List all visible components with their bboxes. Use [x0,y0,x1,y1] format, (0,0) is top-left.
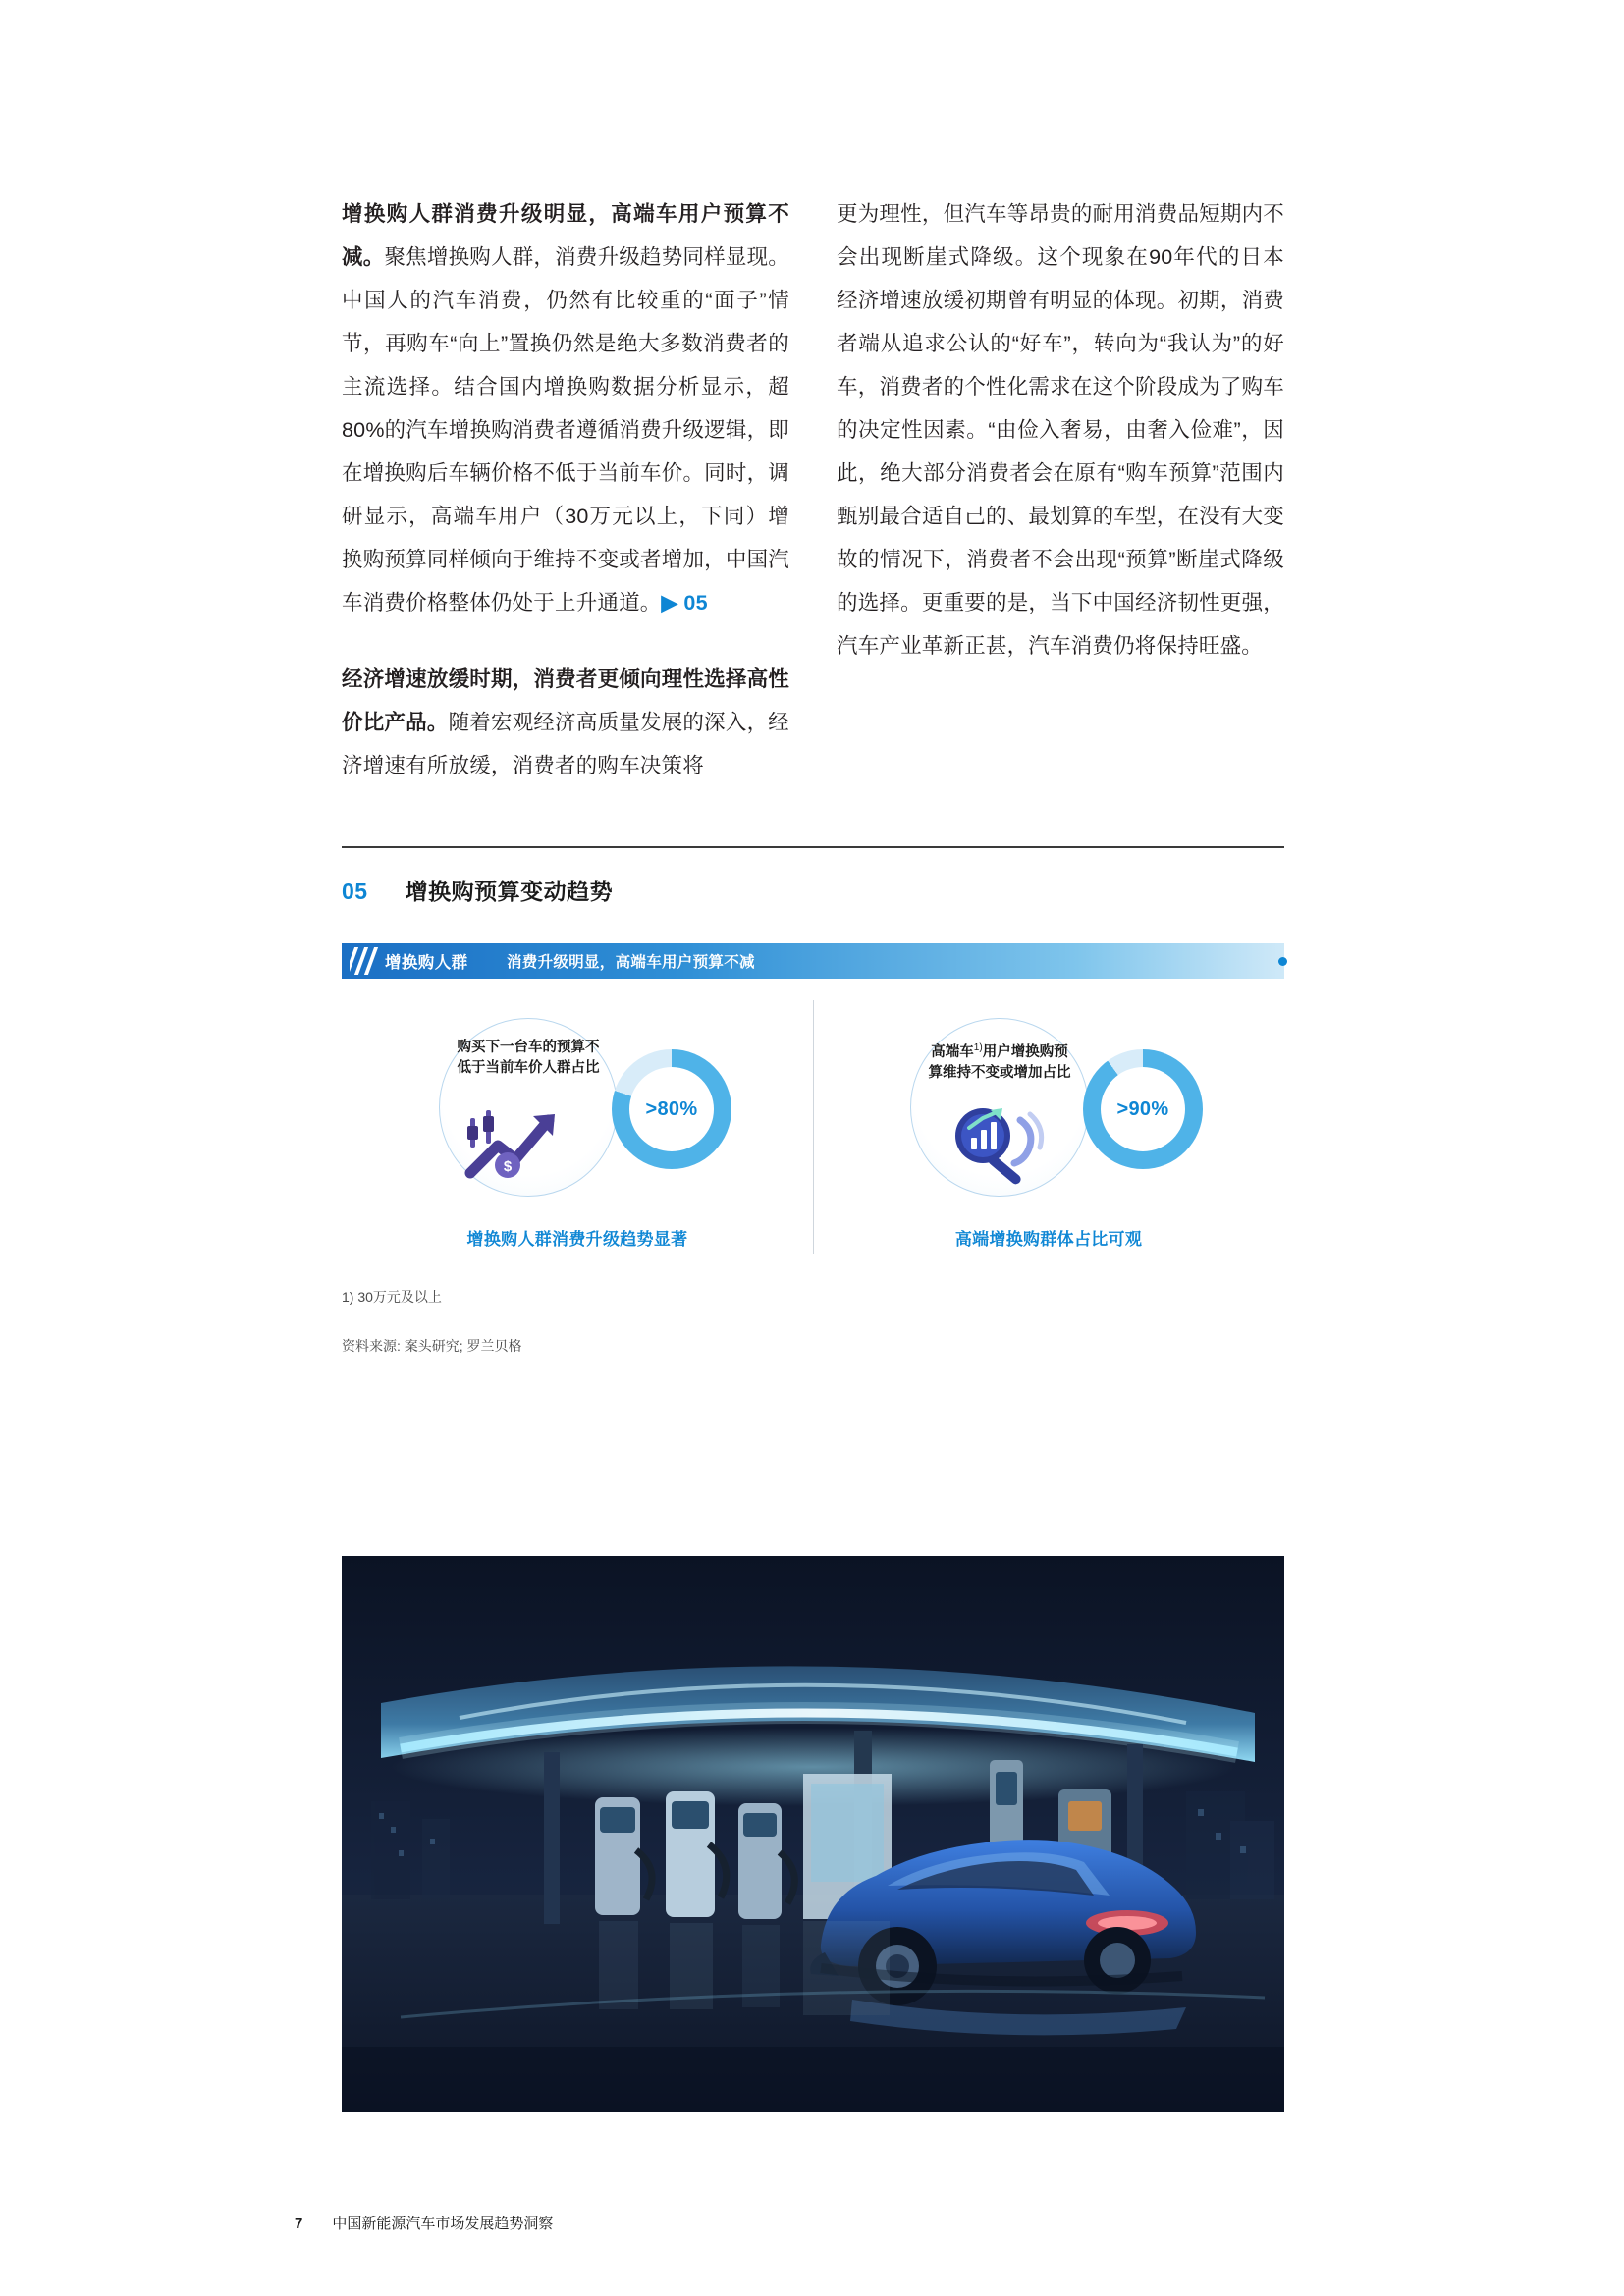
banner-slash-icon [350,947,383,975]
banner-background [342,943,1284,979]
panel-upgrade-share [342,988,813,1283]
paragraph-3: 更为理性，但汽车等昂贵的耐用消费品短期内不会出现断崖式降级。这个现象在90年代的日本经济增速放缓初期曾有明显的体现。初期，消费者端从追求公认的“好车”，转向为“我认为”的好车，消费者的个性化需求在这个阶段成为了购车的决定性因素。“由俭入奢易，由奢入俭难”，因此，绝大部分消费者会在原有“购车预算”范围内甄别最合适自己的、最划算的车型，在没有大变故的情况下，消费者不会出现“预算”断崖式降级的选择。更重要的是，当下中国经济韧性更强，汽车产业革新正甚，汽车消费仍将保持旺盛。 [837,202,1284,658]
paragraph-1-lead: 增换购人群消费升级明显，高端车用户预算不减。 [342,202,789,269]
exhibit-banner [342,943,1284,979]
panel-2-caption: 高端增换购群体占比可观 [954,1230,1143,1249]
left-column [342,192,789,787]
exhibit-source: 资料来源: 案头研究; 罗兰贝格 [342,1338,522,1354]
panel-2-value: >90% [1101,1067,1185,1151]
exhibit-divider [342,846,1284,848]
paragraph-2-lead: 经济增速放缓时期，消费者更倾向理性选择高性价比产品。 [342,667,789,734]
panel-2-label-main: 高端车 [931,1043,974,1060]
banner-tag-label: 增换购人群 [385,954,468,972]
exhibit-footnote: 1) 30万元及以上 [342,1289,442,1305]
panel-1-value: >80% [629,1067,714,1151]
paragraph-1 [342,192,789,624]
article-body [342,192,1284,787]
magnifier-bar-chart-icon [936,1102,1065,1185]
panel-1-donut [612,1049,731,1169]
exhibit-header [342,874,1284,906]
panel-2-donut [1083,1049,1203,1169]
exhibit-panels [342,988,1284,1283]
panel-1-visual [415,1012,739,1199]
banner-subtitle: 消费升级明显，高端车用户预算不减 [507,954,755,971]
panel-2-label-footnote-mark: 1) [973,1042,983,1053]
exhibit-block [342,846,1284,1356]
panel-2-visual [887,1012,1211,1199]
exhibit-reference-link[interactable]: ▶ 05 [661,591,708,614]
panel-premium-share [813,988,1284,1283]
paragraph-2 [342,658,789,787]
svg-text:$: $ [503,1158,513,1175]
panel-1-caption: 增换购人群消费升级趋势显著 [466,1230,688,1249]
paragraph-2-body: 随着宏观经济高质量发展的深入，经济增速有所放缓，消费者的购车决策将 [342,711,789,777]
chart-arrow-up-money-icon [464,1102,594,1185]
panel-2-label-rest: 用户增换购预算维持不变或增加占比 [928,1043,1071,1081]
right-column [837,192,1284,787]
panel-2-label [926,1038,1073,1084]
page-number: 7 [295,2216,303,2232]
hero-photo [342,1556,1284,2112]
banner-end-dot-icon [1278,957,1287,966]
paragraph-1-body: 聚焦增换购人群，消费升级趋势同样显现。中国人的汽车消费，仍然有比较重的“面子”情节，再购车“向上”置换仍然是绝大多数消费者的主流选择。结合国内增换购数据分析显示，超80%的汽车增换购消费者遵循消费升级逻辑，即在增换购后车辆价格不低于当前车价。同时，调研显示，高端车用户（30万元以上，下同）增换购预算同样倾向于维持不变或者增加，中国汽车消费价格整体仍处于上升通道。 [342,245,789,614]
exhibit-title: 增换购预算变动趋势 [405,879,614,904]
footer-document-title: 中国新能源汽车市场发展趋势洞察 [332,2216,554,2232]
panel-1-label: 购买下一台车的预算不低于当前车价人群占比 [457,1040,600,1076]
page-footer [295,2213,553,2233]
exhibit-number: 05 [342,879,368,904]
